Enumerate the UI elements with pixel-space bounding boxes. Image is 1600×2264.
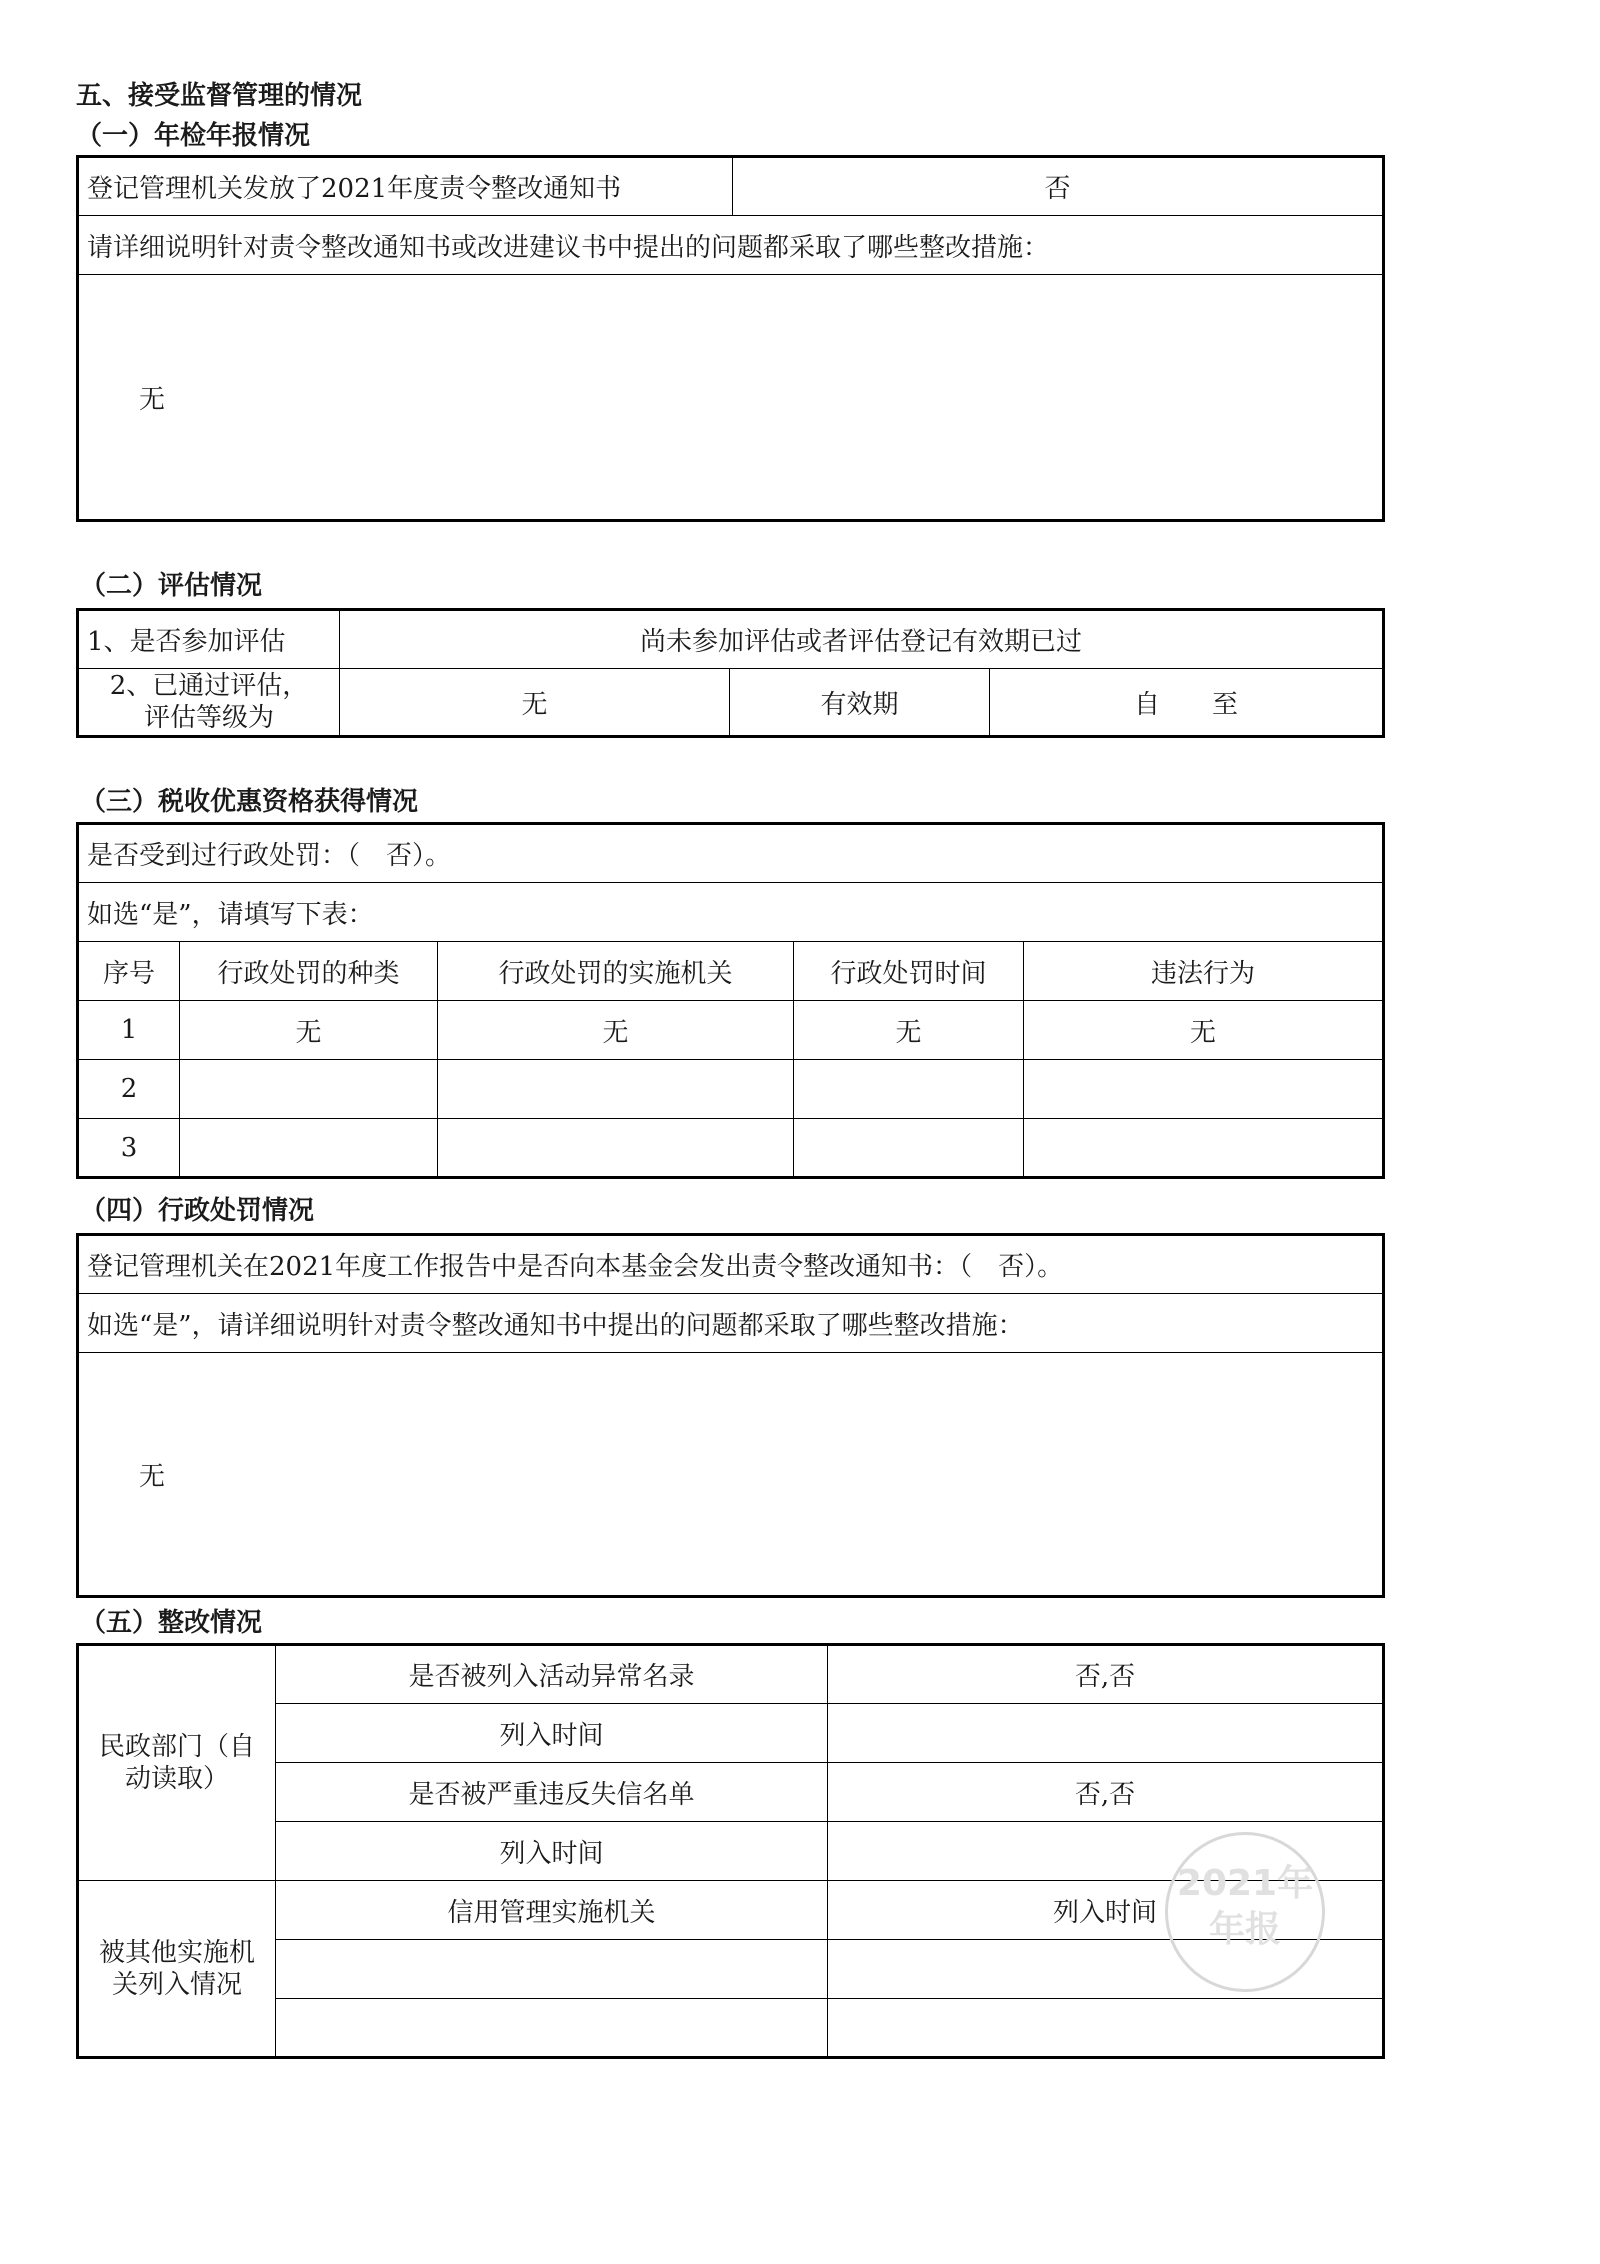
listing-time-header: 列入时间: [828, 1881, 1384, 1940]
rectify-answer: 无: [78, 1353, 1384, 1597]
dishonest-list-time-label: 列入时间: [276, 1822, 828, 1881]
rectify-notice-question: 登记管理机关在2021年度工作报告中是否向本基金会发出责令整改通知书：（ 否）。: [78, 1235, 1384, 1294]
admin-penalty-table: [76, 1233, 1385, 1598]
cell: [828, 1999, 1384, 2058]
watermark-line1: 2021年: [1176, 1863, 1314, 1904]
cell: [1024, 1119, 1384, 1178]
header-violation: 违法行为: [1024, 942, 1384, 1001]
table-row: [78, 1119, 1384, 1178]
rectify-prompt: 如选“是”，请详细说明针对责令整改通知书中提出的问题都采取了哪些整改措施：: [78, 1294, 1384, 1353]
cell: [794, 1060, 1024, 1119]
measures-answer: 无: [78, 275, 1384, 521]
section-heading: 五、接受监督管理的情况: [76, 81, 363, 111]
civil-affairs-label: [78, 1645, 276, 1881]
cell: [180, 1119, 438, 1178]
cell: [180, 1060, 438, 1119]
abnormal-list-time-label: 列入时间: [276, 1704, 828, 1763]
cell: [438, 1060, 794, 1119]
civil-affairs-label-line1: 民政部门（自: [98, 1732, 255, 1762]
other-agency-label-line1: 被其他实施机: [98, 1937, 255, 1968]
cell: 3: [78, 1119, 180, 1178]
cell: [438, 1119, 794, 1178]
cell: [276, 1940, 828, 1999]
sec4-title: （四）行政处罚情况: [80, 1196, 315, 1226]
sec2-title: （二）评估情况: [80, 571, 263, 601]
eval-validity-label: 有效期: [730, 669, 990, 737]
notice-value: 否: [733, 157, 1384, 216]
notice-label: 登记管理机关发放了2021年度责令整改通知书: [78, 157, 733, 216]
cell: 无: [1024, 1001, 1384, 1060]
header-time: 行政处罚时间: [794, 942, 1024, 1001]
penalty-question: 是否受到过行政处罚：（ 否）。: [78, 824, 1384, 883]
penalty-instruction: 如选“是”，请填写下表：: [78, 883, 1384, 942]
tax-penalty-table: [76, 822, 1385, 1179]
sec1-title: （一）年检年报情况: [76, 121, 311, 151]
cell: [1024, 1060, 1384, 1119]
eval-grade-label-line1: 2、已通过评估，: [109, 671, 309, 701]
cell: 无: [180, 1001, 438, 1060]
abnormal-list-time-value: [828, 1704, 1384, 1763]
other-agency-label: [78, 1881, 276, 2058]
credit-agency-header: 信用管理实施机关: [276, 1881, 828, 1940]
sec3-title: （三）税收优惠资格获得情况: [80, 787, 419, 817]
evaluation-table: [76, 608, 1385, 738]
header-no: 序号: [78, 942, 180, 1001]
annual-report-watermark: [1165, 1832, 1325, 1992]
cell: 1: [78, 1001, 180, 1060]
abnormal-list-value: 否,否: [828, 1645, 1384, 1704]
dishonest-list-value: 否,否: [828, 1763, 1384, 1822]
eval-validity-range: 自 至: [990, 669, 1384, 737]
table-row: [78, 1001, 1384, 1060]
annual-inspection-table: [76, 155, 1385, 522]
dishonest-list-label: 是否被严重违反失信名单: [276, 1763, 828, 1822]
eval-grade-label: [78, 669, 340, 737]
civil-affairs-label-line2: 动读取）: [124, 1764, 229, 1794]
eval-participation-label: 1、是否参加评估: [78, 610, 340, 669]
rectification-table: [76, 1643, 1385, 2059]
cell: 2: [78, 1060, 180, 1119]
measures-prompt: 请详细说明针对责令整改通知书或改进建议书中提出的问题都采取了哪些整改措施：: [78, 216, 1384, 275]
table-row: [78, 1060, 1384, 1119]
other-agency-label-line2: 关列入情况: [111, 1969, 242, 2000]
eval-grade-value: 无: [340, 669, 730, 737]
header-type: 行政处罚的种类: [180, 942, 438, 1001]
cell: 无: [438, 1001, 794, 1060]
watermark-line2: 年报: [1208, 1909, 1281, 1950]
eval-participation-value: 尚未参加评估或者评估登记有效期已过: [340, 610, 1384, 669]
cell: [276, 1999, 828, 2058]
abnormal-list-label: 是否被列入活动异常名录: [276, 1645, 828, 1704]
header-agency: 行政处罚的实施机关: [438, 942, 794, 1001]
eval-grade-label-line2: 评估等级为: [143, 703, 274, 733]
sec5-title: （五）整改情况: [80, 1608, 263, 1638]
cell: 无: [794, 1001, 1024, 1060]
cell: [794, 1119, 1024, 1178]
